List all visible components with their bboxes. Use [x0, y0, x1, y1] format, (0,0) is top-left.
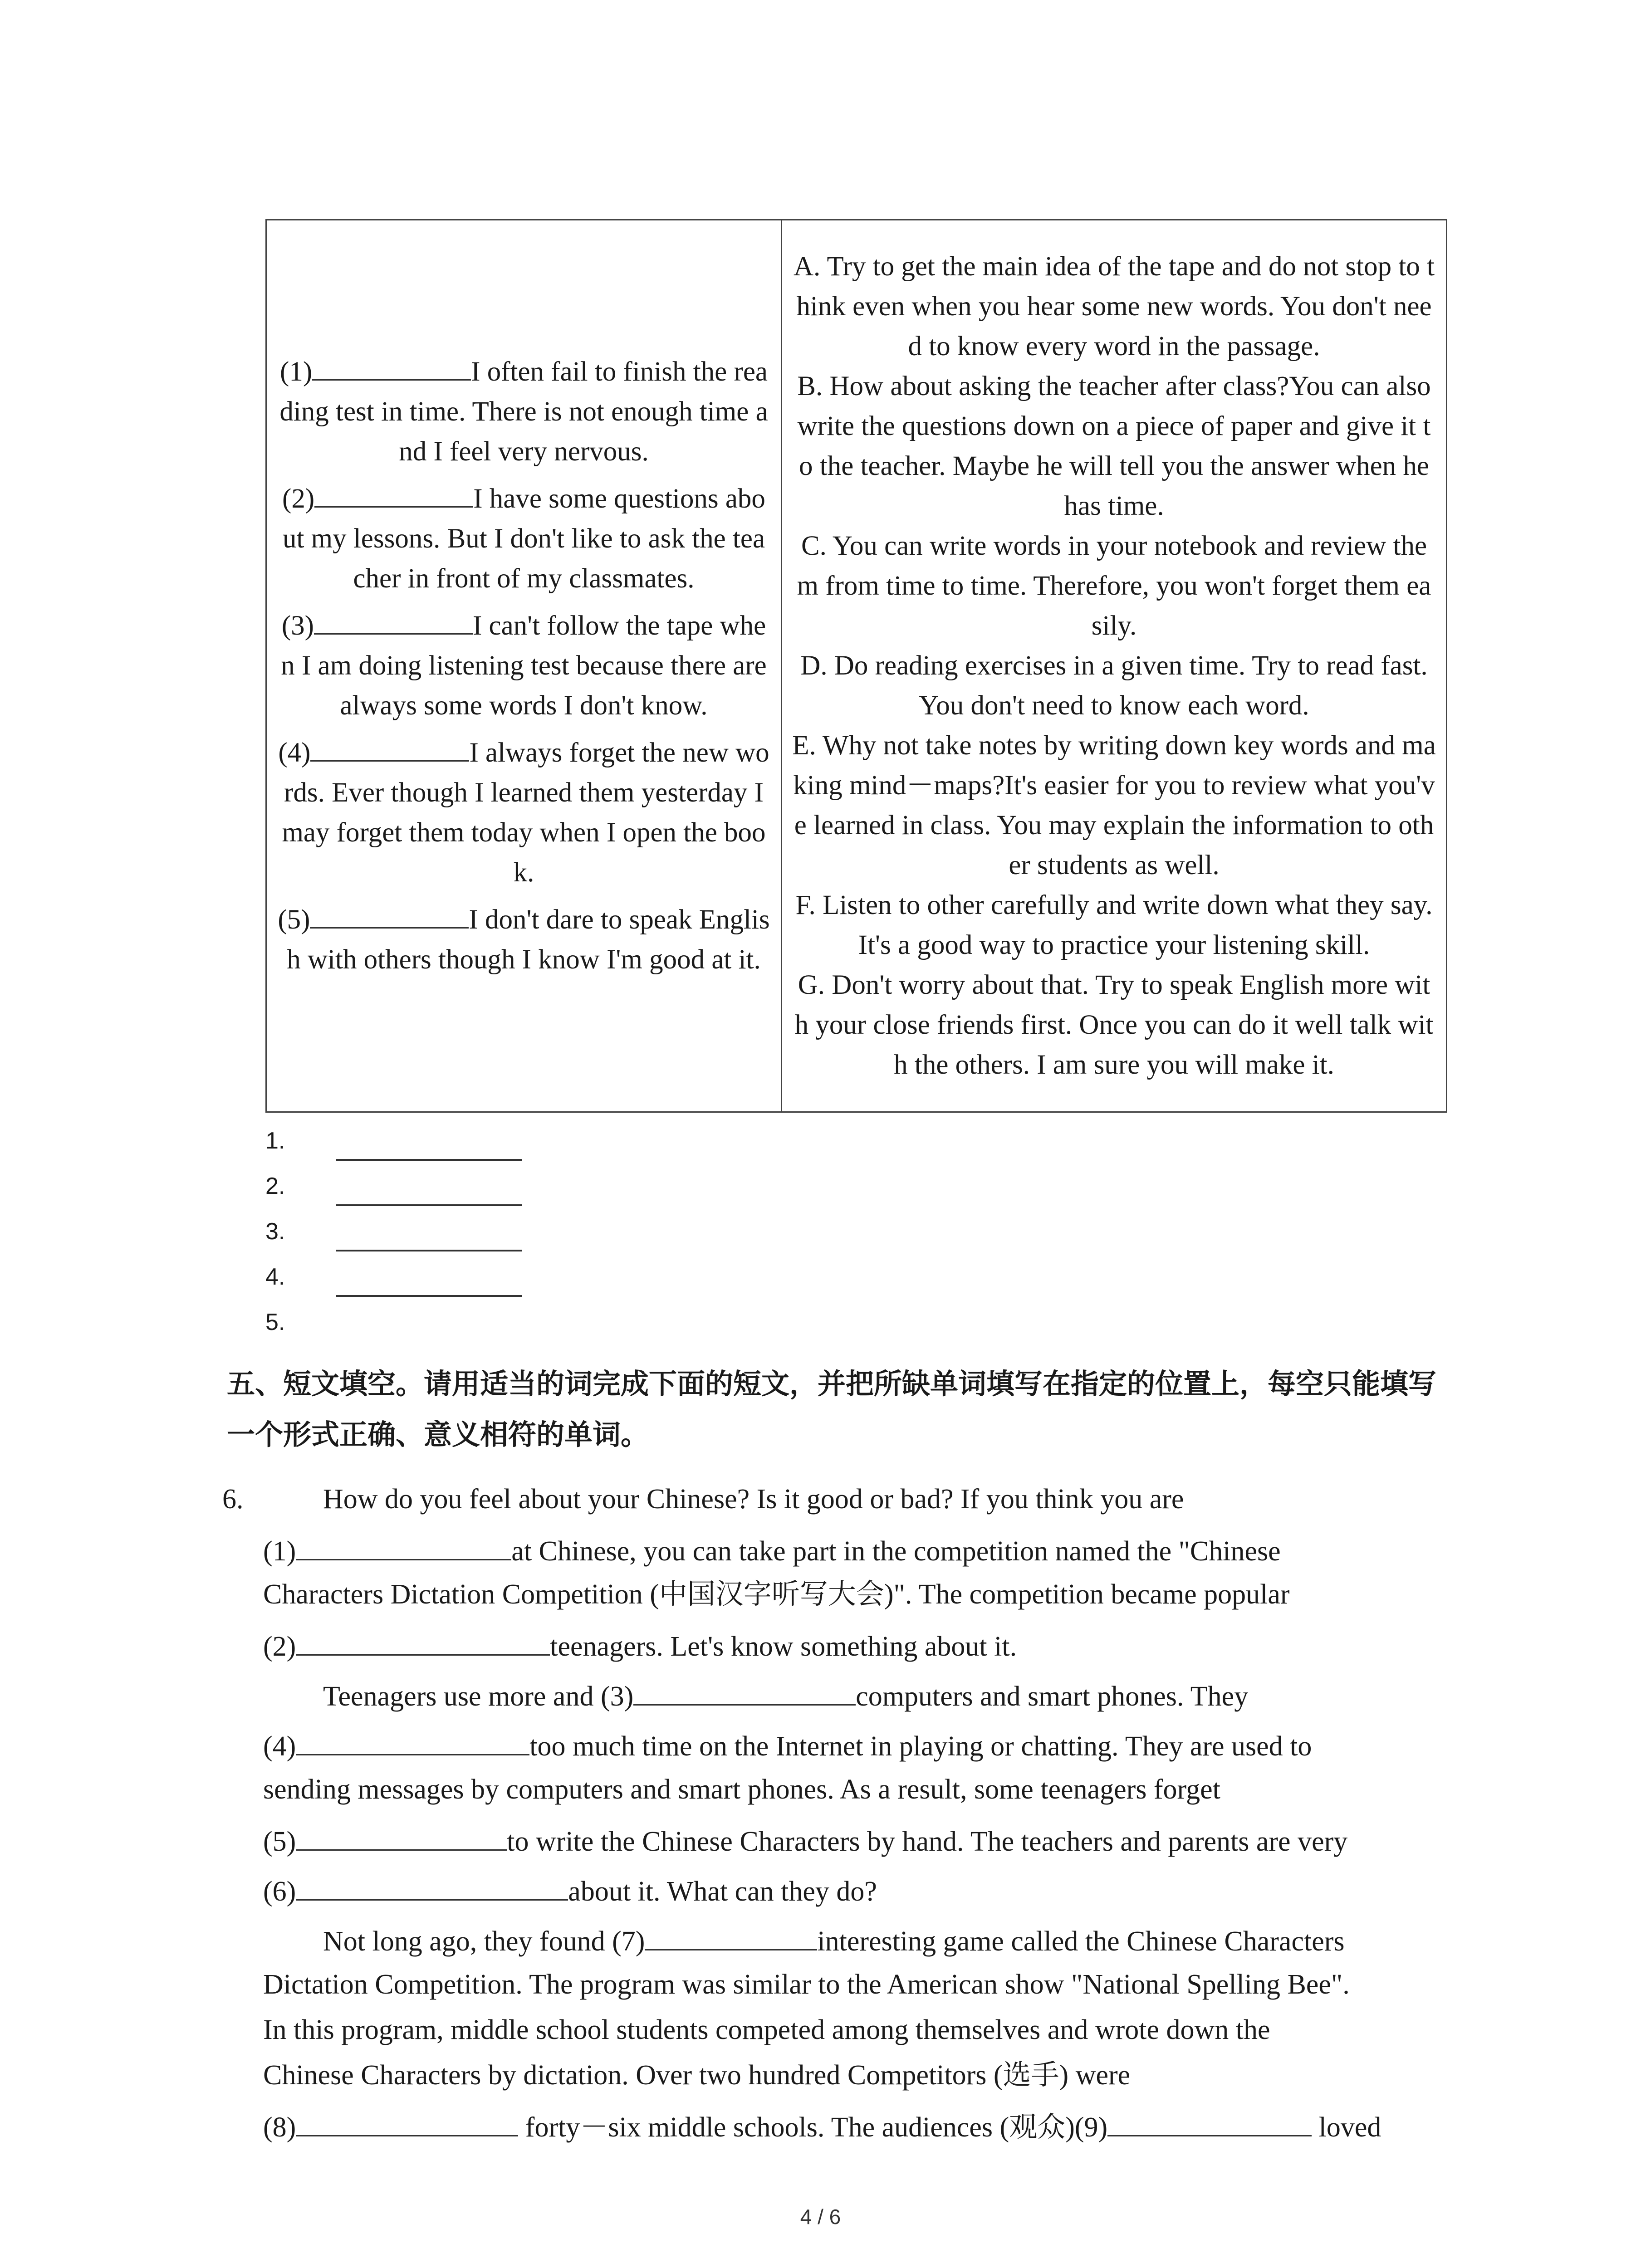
answer-lines — [265, 1123, 583, 1349]
passage-line: (1) at Chinese, you can take part in the competition named the "Chinese — [263, 1531, 1281, 1569]
passage-line: Not long ago, they found (7) interesting game called the Chinese Characters — [323, 1921, 1344, 1960]
answer-row — [265, 1304, 583, 1349]
advice-option-b: B. How about asking the teacher after class?You can also write the questions down on a piece of paper and give it to the teacher. Maybe he will tell you the answer when he has time. — [797, 371, 1431, 521]
passage-line: Chinese Characters by dictation. Over two hundred Competitors (选手) were — [263, 2060, 1131, 2091]
passage-line: (8) forty－six middle schools. The audiences (观众)(9) loved — [263, 2107, 1381, 2146]
problem-item: (4) I always forget the new words. Ever though I learned them yesterday I may forget them today when I open the book. — [278, 733, 770, 893]
passage-line: (5) to write the Chinese Characters by hand. The teachers and parents are very — [263, 1821, 1347, 1860]
advice-option-f: F. Listen to other carefully and write down what they say. It's a good way to practice your listening skill. — [795, 890, 1433, 960]
matching-table — [265, 219, 1447, 1113]
passage-line: sending messages by computers and smart phones. As a result, some teenagers forget — [263, 1774, 1220, 1805]
passage-line: (4) too much time on the Internet in playing or chatting. They are used to — [263, 1726, 1312, 1765]
fill-blank-7[interactable] — [645, 1921, 817, 1950]
fill-blank-3[interactable] — [633, 1676, 856, 1706]
passage-line: In this program, middle school students competed among themselves and wrote down the — [263, 2014, 1270, 2045]
advice-option-g: G. Don't worry about that. Try to speak English more with your close friends first. Once you can do it well talk with the others. I am sure you will make it. — [794, 970, 1434, 1080]
fill-blank-4[interactable] — [296, 1726, 529, 1755]
advice-option-c: C. You can write words in your notebook and review them from time to time. Therefore, you won't forget them easily. — [797, 531, 1431, 641]
problem-item: (2) I have some questions about my lessons. But I don't like to ask the teacher in front of my classmates. — [278, 479, 770, 599]
answer-blank[interactable] — [310, 733, 469, 762]
answer-number: 5. — [265, 1309, 285, 1335]
answer-row — [265, 1123, 583, 1168]
question-number: 6. — [222, 1484, 244, 1515]
answer-line[interactable] — [336, 1159, 522, 1161]
fill-blank-9[interactable] — [1107, 2107, 1312, 2136]
passage-line: Dictation Competition. The program was similar to the American show "National Spelling Bee". — [263, 1969, 1350, 2000]
passage-line: (6) about it. What can they do? — [263, 1871, 877, 1910]
passage-line: How do you feel about your Chinese? Is it good or bad? If you think you are — [323, 1484, 1184, 1515]
problems-column — [267, 220, 782, 1111]
section-heading: 五、短文填空。请用适当的词完成下面的短文，并把所缺单词填写在指定的位置上，每空只能填写一个形式正确、意义相符的单词。 — [227, 1367, 1437, 1451]
problem-item: (1) I often fail to finish the reading test in time. There is not enough time and I feel very nervous. — [278, 352, 770, 472]
answer-blank[interactable] — [310, 900, 469, 929]
answer-number: 3. — [265, 1218, 285, 1245]
answer-number: 2. — [265, 1173, 285, 1199]
answer-number: 4. — [265, 1264, 285, 1290]
fill-blank-8[interactable] — [296, 2107, 518, 2136]
answer-row — [265, 1259, 583, 1304]
answer-blank[interactable] — [314, 479, 473, 508]
problem-item: (3) I can't follow the tape when I am doing listening test because there are always some words I don't know. — [278, 606, 770, 726]
answer-row — [265, 1168, 583, 1213]
fill-blank-1[interactable] — [296, 1531, 511, 1560]
passage-line: (2) teenagers. Let's know something about it. — [263, 1626, 1017, 1665]
answer-row — [265, 1213, 583, 1259]
page-number: 4 / 6 — [800, 2205, 841, 2229]
passage-line: Teenagers use more and (3) computers and smart phones. They — [323, 1676, 1248, 1715]
answer-blank[interactable] — [312, 352, 471, 381]
passage-line: Characters Dictation Competition (中国汉字听写大会)". The competition became popular — [263, 1579, 1290, 1610]
answer-number: 1. — [265, 1128, 285, 1154]
problem-item: (5) I don't dare to speak English with others though I know I'm good at it. — [278, 900, 770, 980]
advice-column — [782, 220, 1446, 1111]
advice-option-d: D. Do reading exercises in a given time. Try to read fast. You don't need to know each word. — [800, 650, 1428, 721]
fill-blank-2[interactable] — [296, 1626, 550, 1656]
answer-blank[interactable] — [314, 606, 473, 635]
fill-blank-5[interactable] — [296, 1821, 507, 1851]
answer-line[interactable] — [336, 1295, 522, 1297]
fill-blank-6[interactable] — [296, 1871, 568, 1901]
answer-line[interactable] — [336, 1204, 522, 1206]
advice-option-e: E. Why not take notes by writing down key words and making mind－maps?It's easier for you to review what you've learned in class. You may explain the information to other students as well. — [792, 730, 1436, 880]
answer-line[interactable] — [336, 1250, 522, 1251]
advice-option-a: A. Try to get the main idea of the tape and do not stop to think even when you hear some new words. You don't need to know every word in the passage. — [794, 251, 1435, 362]
